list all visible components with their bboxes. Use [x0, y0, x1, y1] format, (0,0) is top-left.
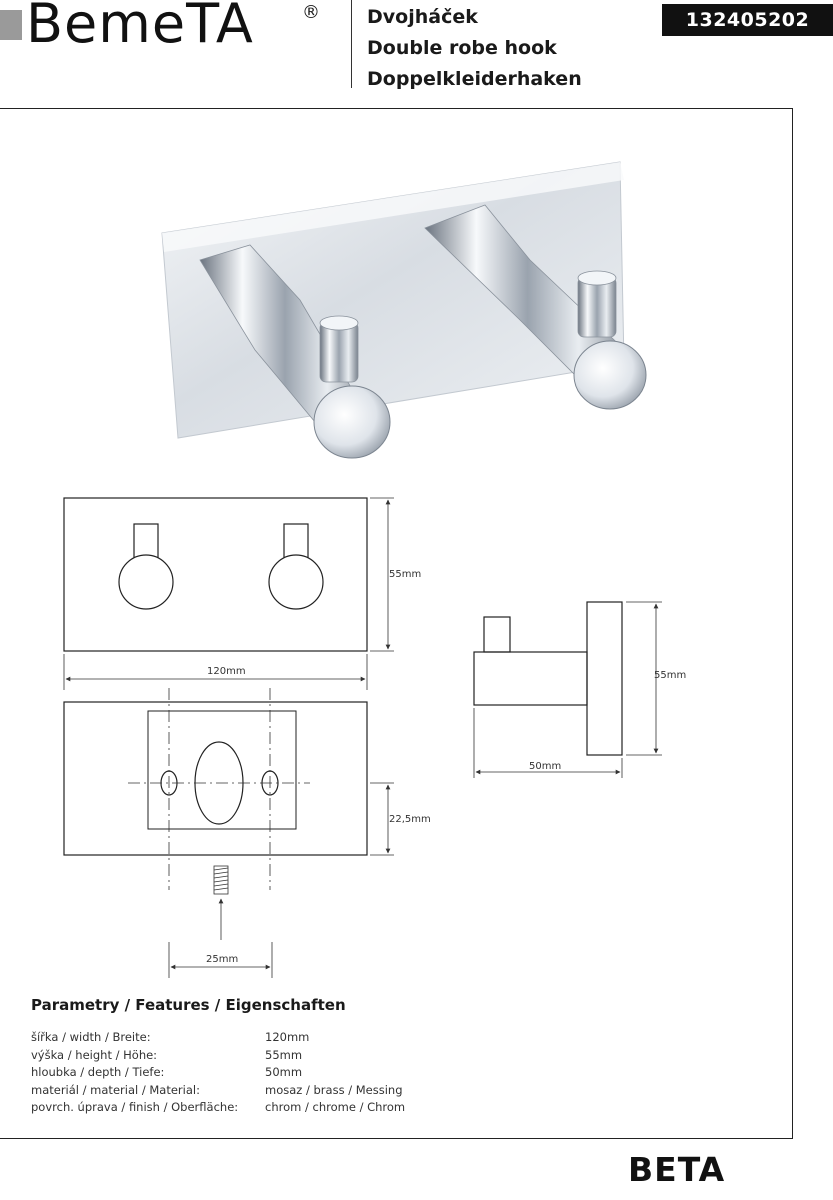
- side-height-label: 55mm: [654, 670, 687, 681]
- back-centerlines: [128, 688, 310, 890]
- feature-label: povrch. úprava / finish / Oberfläche:: [31, 1100, 239, 1114]
- feature-value: 55mm: [265, 1047, 303, 1062]
- feature-value: mosaz / brass / Messing: [265, 1082, 403, 1097]
- screw-icon: [214, 866, 228, 940]
- title-english: Double robe hook: [367, 37, 557, 59]
- product-illustration: [162, 162, 646, 458]
- feature-row: [31, 1030, 346, 1048]
- feature-label: hloubka / depth / Tiefe:: [31, 1065, 165, 1079]
- feature-value: 50mm: [265, 1065, 303, 1079]
- title-czech: Dvojháček: [367, 6, 478, 28]
- feature-row: [31, 1082, 403, 1101]
- feature-label: šířka / width / Breite:: [31, 1030, 151, 1044]
- registered-mark: ®: [302, 2, 320, 23]
- front-height-label: 55mm: [389, 569, 422, 580]
- hole-spacing-label: 25mm: [206, 954, 239, 965]
- side-view: [474, 602, 622, 755]
- feature-value: 120mm: [265, 1030, 310, 1044]
- feature-row: [31, 1065, 346, 1083]
- feature-label: materiál / material / Material:: [31, 1082, 200, 1097]
- back-offset-label: 22,5mm: [389, 814, 431, 825]
- series-name: BETA: [628, 1150, 726, 1189]
- logo-text: BemeTA: [26, 0, 254, 55]
- product-code: 132405202: [662, 4, 833, 36]
- front-width-label: 120mm: [207, 666, 246, 677]
- features-heading: Parametry / Features / Eigenschaften: [31, 996, 346, 1014]
- feature-row: [31, 1100, 406, 1118]
- feature-label: výška / height / Höhe:: [31, 1047, 158, 1062]
- features-section: [31, 996, 406, 1118]
- title-german: Doppelkleiderhaken: [367, 68, 582, 90]
- feature-value: chrom / chrome / Chrom: [265, 1100, 406, 1114]
- side-depth-label: 50mm: [529, 761, 562, 772]
- back-view: [64, 702, 367, 855]
- front-view: [64, 498, 367, 651]
- feature-row: [31, 1048, 346, 1066]
